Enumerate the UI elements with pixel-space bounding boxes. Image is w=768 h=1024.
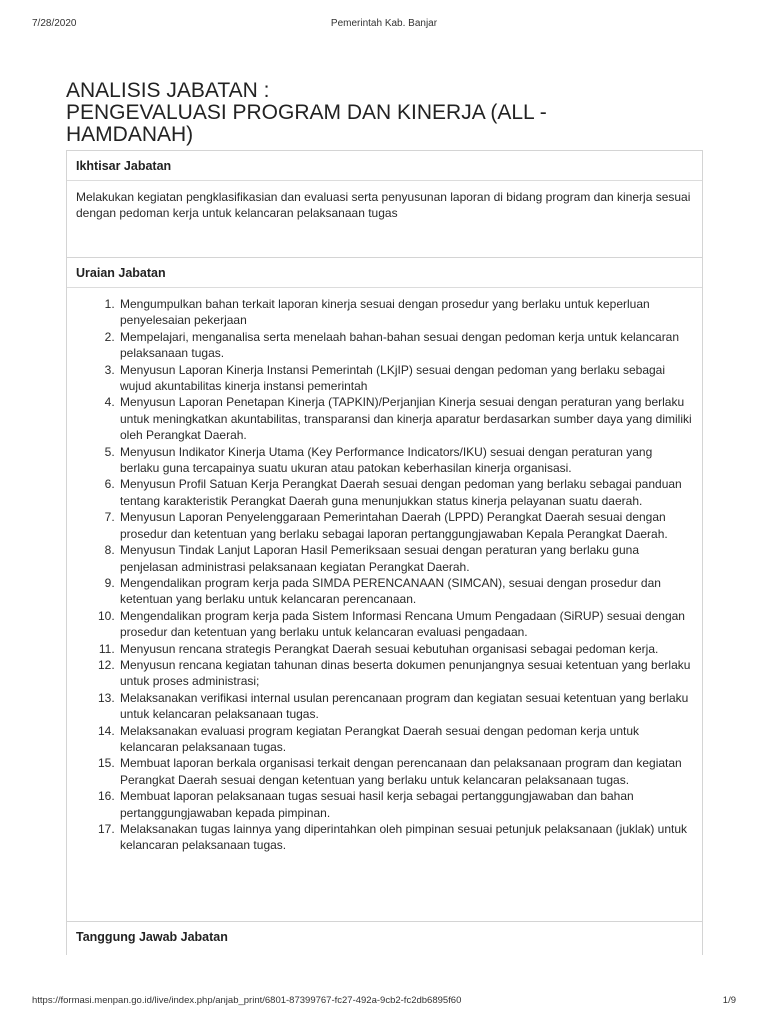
uraian-jabatan-item: 4. Menyusun Laporan Penetapan Kinerja (TAPKIN)/Perjanjian Kinerja sesuai dengan peraturan yang berlaku untuk meningkatkan akuntabilitas, transparansi dan kinerja aparatur berdasarkan sumber daya yang dimiliki oleh Perangkat Daerah. [118,394,693,443]
uraian-jabatan-item: 3. Menyusun Laporan Kinerja Instansi Pemerintah (LKjIP) sesuai dengan pedoman yang berlaku sebagai wujud akuntabilitas kinerja instansi pemerintah [118,362,693,395]
tanggung-jawab-heading: Tanggung Jawab Jabatan [76,930,228,944]
ikhtisar-jabatan-text: Melakukan kegiatan pengklasifikasian dan evaluasi serta penyusunan laporan di bidang program dan kinerja sesuai dengan pedoman kerja untuk kelancaran pelaksanaan tugas [76,190,691,221]
uraian-jabatan-item: 16. Membuat laporan pelaksanaan tugas sesuai hasil kerja sebagai pertanggungjawaban dan bahan pertanggungjawaban kepada pimpinan. [118,788,693,821]
print-header [32,18,736,32]
print-date: 7/28/2020 [32,18,77,29]
print-url: https://formasi.menpan.go.id/live/index.php/anjab_print/6801-87399767-fc27-492a-9cb2-fc2db6895f60 [32,995,462,1006]
uraian-jabatan-section [66,257,703,922]
uraian-jabatan-item: 10. Mengendalikan program kerja pada Sistem Informasi Rencana Umum Pengadaan (SiRUP) sesuai dengan prosedur dan ketentuan yang berlaku untuk kelancaran evaluasi pengadaan. [118,608,693,641]
uraian-jabatan-item: 15. Membuat laporan berkala organisasi terkait dengan perencanaan dan pelaksanaan program dan kegiatan Perangkat Daerah sesuai dengan ketentuan yang berlaku untuk kelancaran pelaksanaan tugas. [118,755,693,788]
uraian-jabatan-item: 6. Menyusun Profil Satuan Kerja Perangkat Daerah sesuai dengan pedoman yang berlaku sebagai panduan tentang karakteristik Perangkat Daerah guna menunjukkan status kinerja pelayanan suatu daerah. [118,476,693,509]
tanggung-jawab-section [66,921,703,955]
uraian-jabatan-item: 8. Menyusun Tindak Lanjut Laporan Hasil Pemeriksaan sesuai dengan peraturan yang berlaku guna penjelasan administrasi pelaksanaan kegiatan Perangkat Daerah. [118,542,693,575]
uraian-jabatan-item: 7. Menyusun Laporan Penyelenggaraan Pemerintahan Daerah (LPPD) Perangkat Daerah sesuai dengan prosedur dan ketentuan yang berlaku sebagai laporan pertanggungjawaban Kepala Perangkat Daerah. [118,509,693,542]
document-title-line-1: ANALISIS JABATAN : [66,79,270,102]
uraian-jabatan-item: 1. Mengumpulkan bahan terkait laporan kinerja sesuai dengan prosedur yang berlaku untuk keperluan penyelesaian pekerjaan [118,296,693,329]
print-site-title: Pemerintah Kab. Banjar [330,18,438,29]
uraian-jabatan-heading: Uraian Jabatan [67,258,702,288]
uraian-jabatan-item: 11. Menyusun rencana strategis Perangkat Daerah sesuai kebutuhan organisasi sebagai pedoman kerja. [118,641,693,657]
page-number: 1/9 [722,995,736,1006]
uraian-jabatan-item: 12. Menyusun rencana kegiatan tahunan dinas beserta dokumen penunjangnya sesuai ketentuan yang berlaku untuk proses administrasi; [118,657,693,690]
uraian-jabatan-item: 5. Menyusun Indikator Kinerja Utama (Key Performance Indicators/IKU) sesuai dengan peraturan yang berlaku guna tercapainya suatu ukuran atau patokan keberhasilan kinerja organisasi. [118,444,693,477]
uraian-jabatan-body [67,288,702,862]
document-title [66,80,716,146]
uraian-jabatan-item: 17. Melaksanakan tugas lainnya yang diperintahkan oleh pimpinan sesuai petunjuk pelaksanaan (juklak) untuk kelancaran pelaksanaan tugas. [118,821,693,854]
document-title-line-3: HAMDANAH) [66,123,194,146]
ikhtisar-jabatan-section [66,150,703,258]
uraian-jabatan-item: 13. Melaksanakan verifikasi internal usulan perencanaan program dan kegiatan sesuai ketentuan yang berlaku untuk kelancaran pelaksanaan tugas. [118,690,693,723]
uraian-jabatan-item: 14. Melaksanakan evaluasi program kegiatan Perangkat Daerah sesuai dengan pedoman kerja untuk kelancaran pelaksanaan tugas. [118,723,693,756]
uraian-jabatan-list [76,296,693,854]
ikhtisar-jabatan-heading: Ikhtisar Jabatan [67,151,702,181]
uraian-jabatan-item: 2. Mempelajari, menganalisa serta menelaah bahan-bahan sesuai dengan pedoman kerja untuk kelancaran pelaksanaan tugas. [118,329,693,362]
uraian-jabatan-item: 9. Mengendalikan program kerja pada SIMDA PERENCANAAN (SIMCAN), sesuai dengan prosedur dan ketentuan yang berlaku untuk kelancaran perencanaan. [118,575,693,608]
print-footer [32,995,736,1009]
document-title-line-2: PENGEVALUASI PROGRAM DAN KINERJA (ALL - [66,101,547,124]
